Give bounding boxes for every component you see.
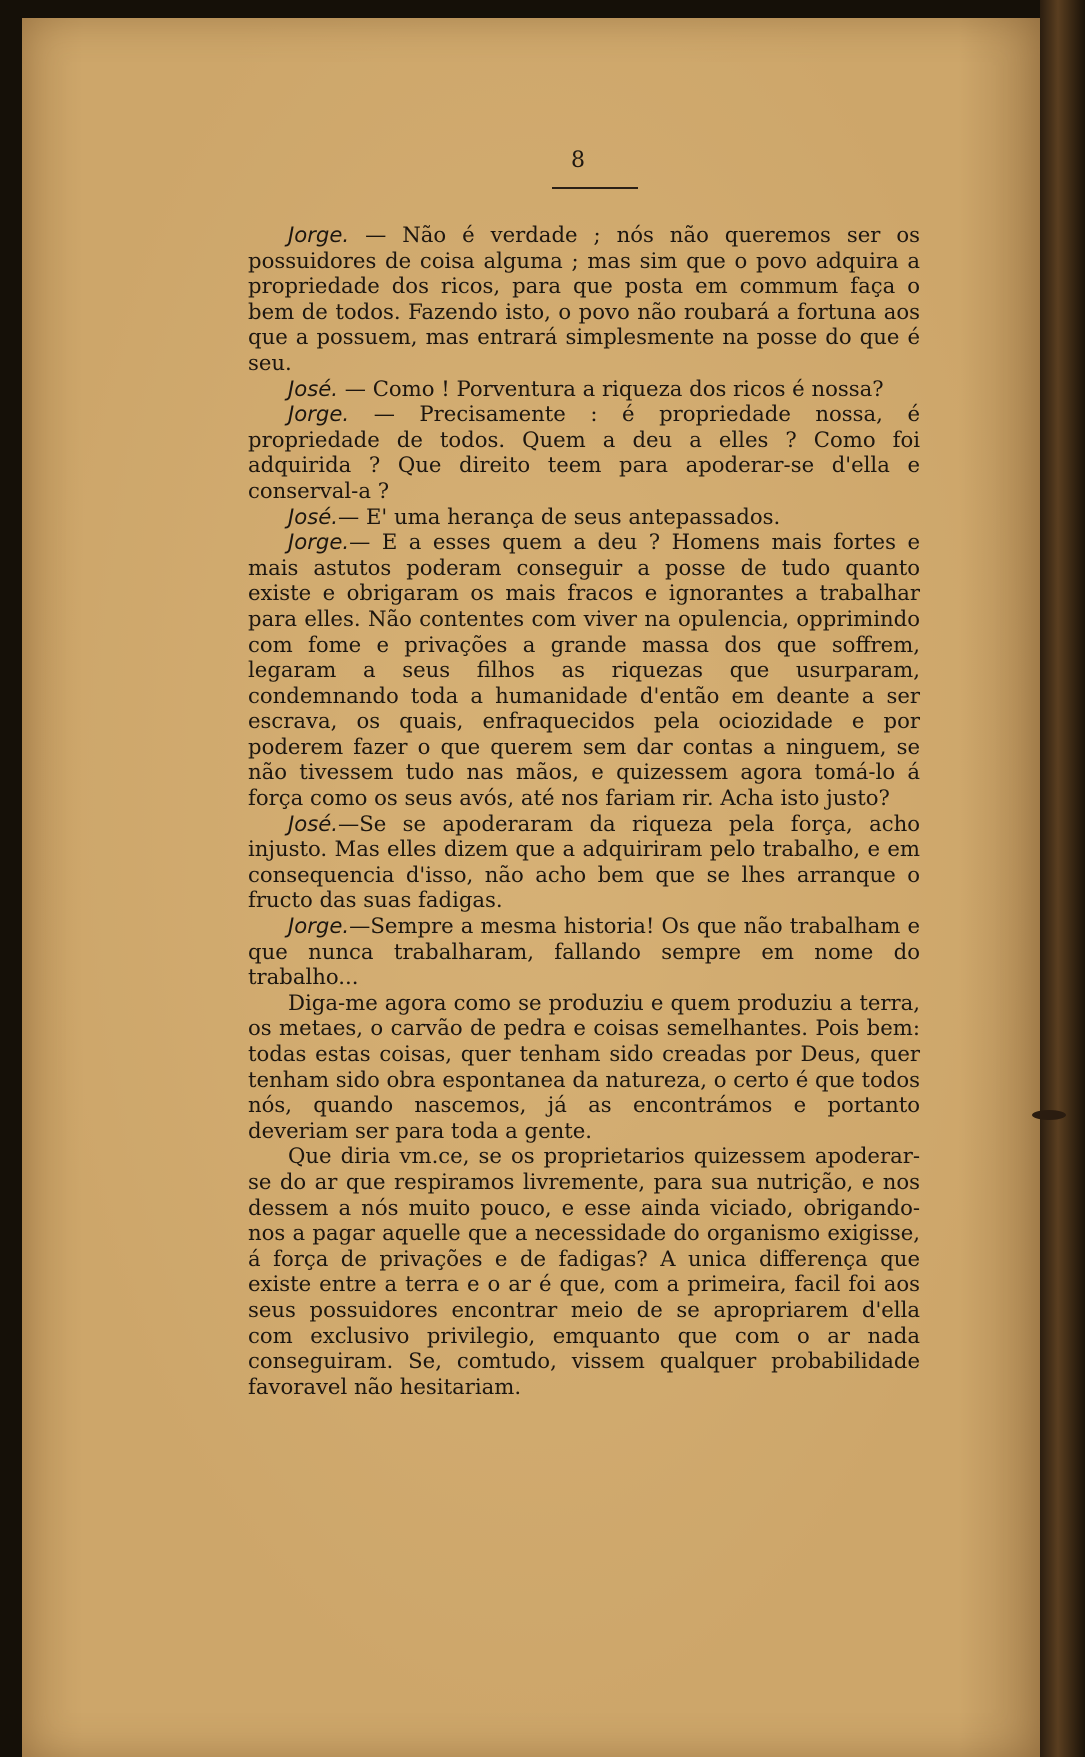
speaker-name: Jorge. [288, 401, 350, 427]
paragraph-text: — E' uma herança de seus antepassados. [338, 503, 781, 529]
speaker-name: José. [288, 810, 339, 836]
paragraph-text: — Precisamente : é propriedade nossa, é propriedade de todos. Quem a deu a elles ? Como foi adquirida ? Que direito teem para apoderar-se d'ella e conserval-a ? [248, 401, 920, 503]
body-text [248, 222, 920, 1399]
page-edge [1040, 0, 1085, 1757]
speaker-name: Jorge. [288, 913, 350, 939]
paragraph [248, 1143, 920, 1399]
paragraph [248, 222, 920, 376]
paragraph [248, 376, 920, 402]
paragraph-text: Diga-me agora como se produziu e quem produziu a terra, os metaes, o carvão de pedra e coisas semelhantes. Pois bem: todas estas coisas, quer tenham sido creadas por Deus, quer tenham sido obra espontanea da natureza, o certo é que todos nós, quando nascemos, já as encontrámos e portanto deveriam ser para toda a gente. [248, 989, 920, 1143]
speaker-name: Jorge. [288, 222, 350, 247]
paragraph [248, 913, 920, 990]
paragraph [248, 990, 920, 1144]
paragraph [248, 504, 920, 530]
paragraph [248, 529, 920, 811]
paragraph [248, 811, 920, 913]
paragraph-text: — E a esses quem a deu ? Homens mais fortes e mais astutos poderam conseguir a posse de tudo quanto existe e obrigaram os mais fracos e ignorantes a trabalhar para elles. Não contentes com viver na opulencia, opprimindo com fome e privações a grande massa dos que soffrem, legaram a seus filhos as riquezas que usurparam, condemnando toda a humanidade d'então em deante a ser escrava, os quais, enfraquecidos pela ociozidade e por poderem fazer o que querem sem dar contas a ninguem, se não tivessem tudo nas mãos, e quizessem agora tomá-lo á força como os seus avós, até nos fariam rir. Acha isto justo? [248, 529, 920, 811]
page-number: 8 [571, 148, 585, 173]
page-number-rule [552, 187, 638, 189]
paragraph [248, 401, 920, 503]
paragraph-text: — Não é verdade ; nós não queremos ser os possuidores de coisa alguma ; mas sim que o povo adquira a propriedade dos ricos, para que posta em commum faça o bem de todos. Fazendo isto, o povo não roubará a fortuna aos que a possuem, mas entrará simplesmente na posse do que é seu. [248, 222, 920, 375]
edge-mark [1032, 1110, 1066, 1120]
speaker-name: Jorge. [288, 529, 350, 555]
speaker-name: José. [288, 375, 339, 401]
paragraph-text: —Sempre a mesma historia! Os que não trabalham e que nunca trabalharam, fallando sempre em nome do trabalho... [248, 913, 920, 990]
paragraph-text: — Como ! Porventura a riqueza dos ricos é nossa? [338, 375, 884, 401]
speaker-name: José. [288, 503, 339, 529]
paragraph-text: —Se se apoderaram da riqueza pela força, acho injusto. Mas elles dizem que a adquiriram pelo trabalho, e em consequencia d'isso, não acho bem que se lhes arranque o fructo das suas fadigas. [248, 810, 920, 913]
paragraph-text: Que diria vm.ce, se os proprietarios quizessem apoderar-se do ar que respiramos livremente, para sua nutrição, e nos dessem a nós muito pouco, e esse ainda viciado, obrigando-nos a pagar aquelle que a necessidade do organismo exigisse, á força de privações e de fadigas? A unica differença que existe entre a terra e o ar é que, com a primeira, facil foi aos seus possuidores encontrar meio de se apropriarem d'ella com exclusivo privilegio, emquanto que com o ar nada conseguiram. Se, comtudo, vissem qualquer probabilidade favoravel não hesitariam. [248, 1143, 920, 1399]
